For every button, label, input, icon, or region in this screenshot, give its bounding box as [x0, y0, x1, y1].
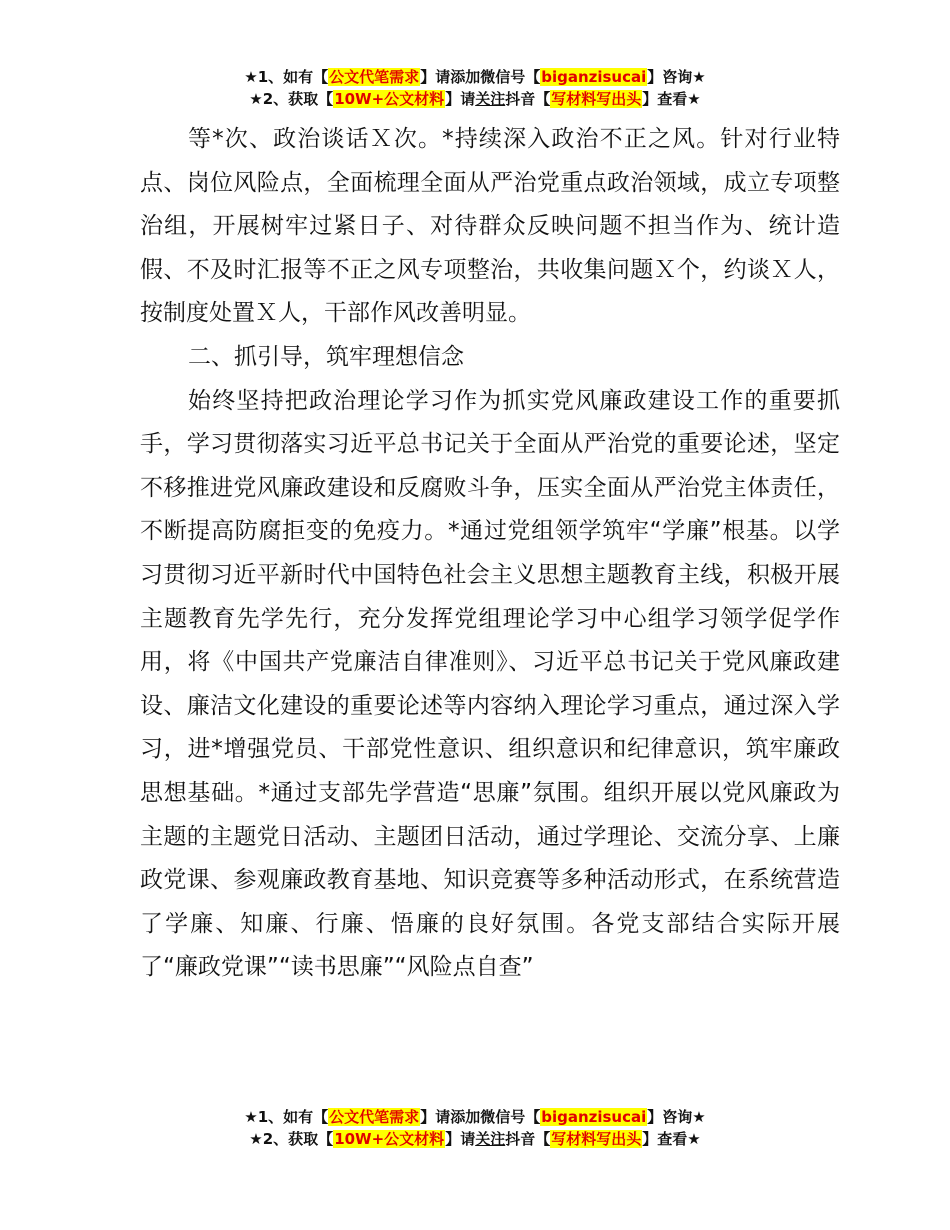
promo-text: ★2、获取【: [249, 90, 334, 108]
promo-text: 】请: [445, 90, 476, 108]
promo-line-1: [0, 66, 950, 88]
promo-text: 】请: [445, 1130, 476, 1148]
promo-line-2: [0, 88, 950, 110]
promo-highlight: 10W+公文材料: [334, 1130, 445, 1148]
promo-banner-top: [0, 66, 950, 110]
promo-text: 】咨询★: [647, 1108, 706, 1126]
promo-text: 抖音【: [505, 90, 551, 108]
section-heading: 二、抓引导，筑牢理想信念: [188, 343, 464, 370]
promo-underlined: 关注: [475, 1130, 506, 1148]
promo-underlined: 关注: [475, 90, 506, 108]
promo-line-2: [0, 1128, 950, 1150]
promo-text: 】咨询★: [647, 68, 706, 86]
body-paragraph: 始终坚持把政治理论学习作为抓实党风廉政建设工作的重要抓手，学习贯彻落实习近平总书记关于全面从严治党的重要论述，坚定不移推进党风廉政建设和反腐败斗争，压实全面从严治党主体责任，不断提高防腐拒变的免疫力。*通过党组领学筑牢“学廉”根基。以学习贯彻习近平新时代中国特色社会主义思想主题教育主线，积极开展主题教育先学先行，充分发挥党组理论学习中心组学习领学促学作用，将《中国共产党廉洁自律准则》、习近平总书记关于党风廉政建设、廉洁文化建设的重要论述等内容纳入理论学习重点，通过深入学习，进*增强党员、干部党性意识、组织意识和纪律意识，筑牢廉政思想基础。*通过支部先学营造“思廉”氛围。组织开展以党风廉政为主题的主题党日活动、主题团日活动，通过学理论、交流分享、上廉政党课、参观廉政教育基地、知识竞赛等多种活动形式，在系统营造了学廉、知廉、行廉、悟廉的良好氛围。各党支部结合实际开展了“廉政党课”“读书思廉”“风险点自查”: [140, 387, 840, 981]
promo-text: ★1、如有【: [244, 1108, 329, 1126]
document-body: [140, 118, 840, 990]
promo-highlight: 公文代笔需求: [329, 1108, 420, 1126]
promo-line-1: [0, 1106, 950, 1128]
promo-text: 抖音【: [505, 1130, 551, 1148]
wechat-id-highlight: biganzisucai: [541, 1108, 647, 1126]
promo-text: 】请添加微信号【: [420, 1108, 541, 1126]
wechat-id-highlight: biganzisucai: [541, 68, 647, 86]
promo-highlight: 公文代笔需求: [329, 68, 420, 86]
promo-text: 】查看★: [642, 1130, 701, 1148]
promo-text: ★1、如有【: [244, 68, 329, 86]
promo-highlight: 写材料写出头: [551, 1130, 642, 1148]
promo-highlight: 10W+公文材料: [334, 90, 445, 108]
promo-text: ★2、获取【: [249, 1130, 334, 1148]
body-paragraph: 等*次、政治谈话Ｘ次。*持续深入政治不正之风。针对行业特点、岗位风险点，全面梳理全面从严治党重点政治领域，成立专项整治组，开展树牢过紧日子、对待群众反映问题不担当作为、统计造假、不及时汇报等不正之风专项整治，共收集问题Ｘ个，约谈Ｘ人，按制度处置Ｘ人，干部作风改善明显。: [140, 126, 840, 327]
promo-text: 】查看★: [642, 90, 701, 108]
promo-banner-bottom: [0, 1106, 950, 1150]
promo-highlight: 写材料写出头: [551, 90, 642, 108]
promo-text: 】请添加微信号【: [420, 68, 541, 86]
